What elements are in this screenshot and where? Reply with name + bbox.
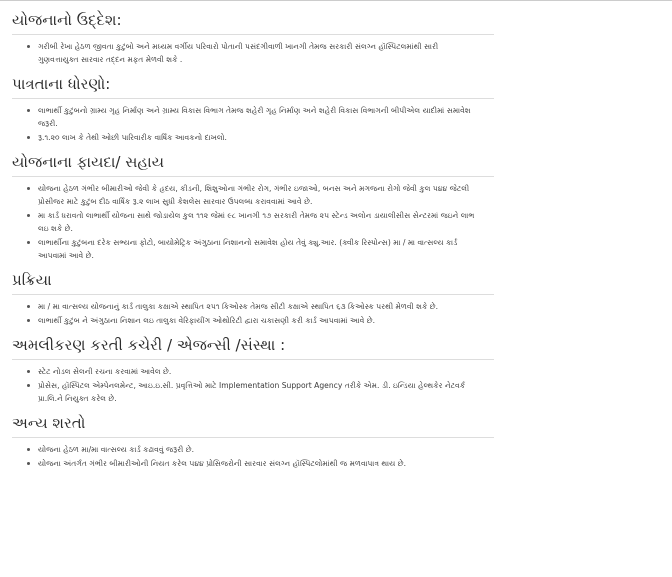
list-item: લાભાર્થીના કુટુંબના દરેક સભ્યના ફોટો, બાયોમેટ્રિક અંગુઠાના નિશાનનો સમાવેશ હોય તેવું ક્યુ.આર. (ક્વીક રિસ્પોન્સ) મા / મા વાત્સલ્ય કાર્ડ આપવામાં આવે છે. <box>0 236 478 262</box>
section-heading-benefits: યોજનાના ફાયદા/ સહાય <box>12 150 494 177</box>
objective-list <box>0 40 672 66</box>
section-objective <box>0 8 672 66</box>
section-process <box>0 268 672 327</box>
process-list <box>0 300 672 327</box>
section-implementing-agency <box>0 333 672 405</box>
section-benefits <box>0 150 672 262</box>
section-heading-other-conditions: અન્ય શરતો <box>12 411 494 438</box>
section-heading-process: પ્રક્રિયા <box>12 268 494 295</box>
section-other-conditions <box>0 411 672 470</box>
list-item: યોજના હેઠળ ગંભીર બીમારીઓ જેવી કે હૃદય, કીડની, શિશુઓના ગંભીર રોગ, ગંભીર ઇજાઓ, બનસ અને મગજના રોગો જેવી કુલ ૫૪૪ જેટલી પ્રોસીજર માટે કુટુંબ દીઠ વાર્ષિક રૂ.૨ લાખ સુધી કેશલેસ સારવાર ઉપલબ્ધ કરાવવામાં આવે છે. <box>0 182 478 208</box>
list-item: રૂ.૧.૨૦ લાખ કે તેથી ઓછી પારિવારીક વાર્ષિક આવકનો દાખલો. <box>0 131 478 144</box>
list-item: પ્રોસેસ, હૉસ્પિટલ એમ્પેનલમેન્ટ, આઇ.ઇ.સી. પ્રવૃત્તિઓ માટે Implementation Support Agency તરીકે એમ. ડી. ઇન્ડિયા હેલ્થકેર નેટવર્ક પ્રા.લિ.ને નિયુક્ત કરેલ છે. <box>0 379 478 405</box>
list-item: લાભાર્થી કુટુંબ ને અંગુઠાના નિશાન લઇ તાલુકા વેરિફાયીંગ ઓથોરિટી દ્વારા ચકાસણી કરી કાર્ડ આપવામાં આવે છે. <box>0 314 478 327</box>
list-item: મા / મા વાત્સલ્ય યોજનાનું કાર્ડ તાલુકા કક્ષાએ સ્થાપિત ૨૫૧ કિઓસ્ક તેમજ સીટી કક્ષાએ સ્થાપિત ૬૩ કિઓસ્ક પરથી મેળવી શકે છે. <box>0 300 478 313</box>
section-heading-eligibility: પાત્રતાના ધોરણો: <box>12 72 494 99</box>
section-eligibility <box>0 72 672 144</box>
list-item: યોજના હેઠળ મા/મા વાત્સલ્ય કાર્ડ કઢાવવું જરૂરી છે. <box>0 443 478 456</box>
section-heading-objective: યોજનાનો ઉદ્દેશ: <box>12 8 494 35</box>
other-conditions-list <box>0 443 672 470</box>
eligibility-list <box>0 104 672 144</box>
top-divider <box>0 0 672 1</box>
list-item: મા કાર્ડ ધરાવતો લાભાર્થી યોજના સાથે જોડાયેલ કુલ ૧૧૨ જેમાં ૯૮ ખાનગી ૧૭ સરકારી તેમજ ૨૫ સ્ટેન્ડ અલોન ડાયાલીસીસ સેન્ટરમાં જઇને લાભ લઇ શકે છે. <box>0 209 478 235</box>
section-heading-implementing-agency: અમલીકરણ કરતી કચેરી / એજન્સી /સંસ્થા : <box>12 333 494 360</box>
benefits-list <box>0 182 672 262</box>
list-item: ગરીબી રેખા હેઠળ જીવતા કુટુંબો અને મધ્યમ વર્ગીય પરિવારો પોતાની પસંદગીવાળી ખાનગી તેમજ સરકારી સંલગ્ન હૉસ્પિટલમાંથી સારી ગુણવત્તાયુક્ત સારવાર તદ્દન મફત મેળવી શકે . <box>0 40 478 66</box>
scheme-details-content <box>0 6 672 471</box>
list-item: લાભાર્થી કુટુંબનો ગ્રામ્ય ગૃહ નિર્માણ અને ગ્રામ્ય વિકાસ વિભાગ તેમજ શહેરી ગૃહ નિર્માણ અને શહેરી વિકાસ વિભાગની બીપીએલ યાદીમાં સમાવેશ જરૂરી. <box>0 104 478 130</box>
implementing-agency-list <box>0 365 672 405</box>
list-item: સ્ટેટ નોડલ સેલની રચના કરવામાં આવેલ છે. <box>0 365 478 378</box>
list-item: યોજના અંતર્ગત ગંભીર બીમારીઓની નિયત કરેલ ૫૪૪ પ્રોસિજરોની સારવાર સંલગ્ન હૉસ્પિટલોમાંથી જ મળવાપાત્ર થાય છે. <box>0 457 478 470</box>
